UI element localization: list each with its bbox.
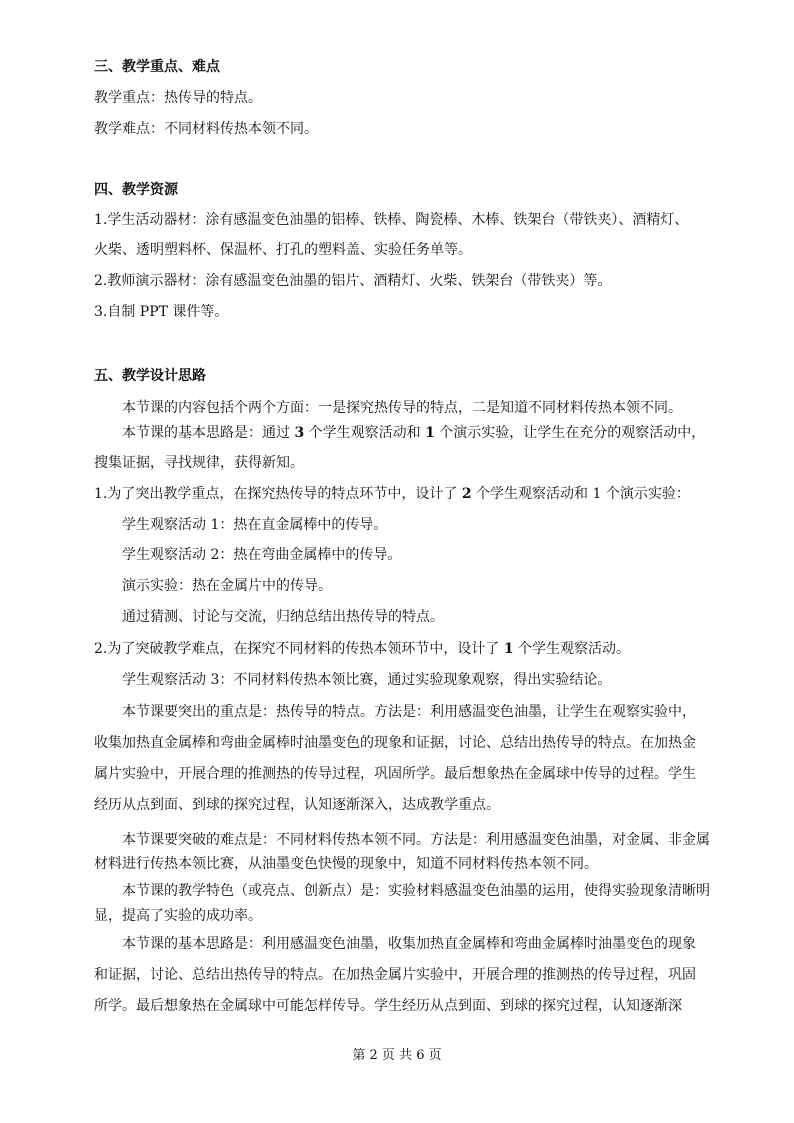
activity-2: 学生观察活动 2：热在弯曲金属棒中的传导。	[122, 547, 402, 563]
paragraph-7-line-2: 显，提高了实验的成功率。	[94, 908, 262, 924]
page-footer: 第 2 页 共 6 页	[352, 1048, 442, 1063]
resource-item-1-line-2: 火柴、透明塑料杯、保温杯、打孔的塑料盖、实验任务单等。	[94, 242, 472, 258]
paragraph-5-line-3: 属片实验中，开展合理的推测热的传导过程，巩固所学。最后想象热在金属球中传导的过程。学生	[94, 766, 696, 782]
p3-number-1: 2	[461, 486, 472, 502]
paragraph-2-line-1	[122, 423, 705, 443]
p3-text-a: 1.为了突出教学重点，在探究热传导的特点环节中，设计了	[94, 486, 462, 502]
paragraph-5-line-2: 收集加热直金属棒和弯曲金属棒时油墨变色的现象和证据，讨论、总结出热传导的特点。在加热金	[94, 735, 696, 751]
resource-item-2: 2.教师演示器材：涂有感温变色油墨的铝片、酒精灯、火柴、铁架台（带铁夹）等。	[94, 273, 612, 289]
paragraph-5-line-1: 本节课要突出的重点是：热传导的特点。方法是：利用感温变色油墨，让学生在观察实验中，	[122, 704, 696, 720]
paragraph-1: 本节课的内容包括个两个方面：一是探究热传导的特点，二是知道不同材料传热本领不同。	[122, 400, 682, 416]
resource-item-3: 3.自制 PPT 课件等。	[94, 304, 229, 320]
p4-number-1: 1	[503, 641, 514, 657]
paragraph-2-line-2: 搜集证据，寻找规律，获得新知。	[94, 455, 304, 471]
p3-text-b: 个学生观察活动和 1 个演示实验：	[471, 486, 690, 502]
p2-text-b: 个学生观察活动和	[304, 425, 426, 441]
p2-number-1: 3	[294, 425, 305, 441]
difficulty-line	[94, 119, 318, 139]
paragraph-3	[94, 484, 690, 504]
demo-experiment: 演示实验：热在金属片中的传导。	[122, 578, 332, 594]
p2-text-c: 个演示实验，让学生在充分的观察活动中，	[434, 425, 706, 441]
difficulty-text: 不同材料传热本领不同。	[164, 121, 318, 137]
paragraph-8-line-1: 本节课的基本思路是：利用感温变色油墨，收集加热直金属棒和弯曲金属棒时油墨变色的现象	[122, 936, 696, 952]
paragraph-6-line-1: 本节课要突破的难点是：不同材料传热本领不同。方法是：利用感温变色油墨，对金属、非金属	[122, 832, 710, 848]
p4-text-b: 个学生观察活动。	[513, 641, 631, 657]
paragraph-8-line-2: 和证据，讨论、总结出热传导的特点。在加热金属片实验中，开展合理的推测热的传导过程，巩固	[94, 967, 696, 983]
p2-number-2: 1	[425, 425, 435, 441]
key-point-label: 教学重点：	[94, 90, 164, 106]
p2-text-a: 本节课的基本思路是：通过	[122, 425, 295, 441]
activity-3: 学生观察活动 3：不同材料传热本领比赛，通过实验现象观察，得出实验结论。	[122, 672, 612, 688]
section-4-heading: 四、教学资源	[94, 182, 178, 198]
activity-1: 学生观察活动 1：热在直金属棒中的传导。	[122, 517, 388, 533]
difficulty-label: 教学难点：	[94, 121, 164, 137]
key-point-line	[94, 88, 262, 108]
paragraph-7-line-1: 本节课的教学特色（或亮点、创新点）是：实验材料感温变色油墨的运用，使得实验现象清晰明	[122, 883, 710, 899]
paragraph-6-line-2: 材料进行传热本领比赛，从油墨变色快慢的现象中，知道不同材料传热本领不同。	[94, 856, 598, 872]
summary-line: 通过猜测、讨论与交流，归纳总结出热传导的特点。	[122, 609, 444, 625]
section-3-heading: 三、教学重点、难点	[94, 59, 220, 75]
resource-item-1-line-1: 1.学生活动器材：涂有感温变色油墨的铝棒、铁棒、陶瓷棒、木棒、铁架台（带铁夹）、酒精灯、	[94, 212, 689, 228]
p4-text-a: 2.为了突破教学难点，在探究不同材料的传热本领环节中，设计了	[94, 641, 504, 657]
paragraph-4	[94, 639, 630, 659]
section-5-heading: 五、教学设计思路	[94, 368, 206, 384]
paragraph-5-line-4: 经历从点到面、到球的探究过程，认知逐渐深入，达成教学重点。	[94, 797, 500, 813]
paragraph-8-line-3: 所学。最后想象热在金属球中可能怎样传导。学生经历从点到面、到球的探究过程，认知逐渐深	[94, 998, 682, 1014]
key-point-text: 热传导的特点。	[164, 90, 262, 106]
